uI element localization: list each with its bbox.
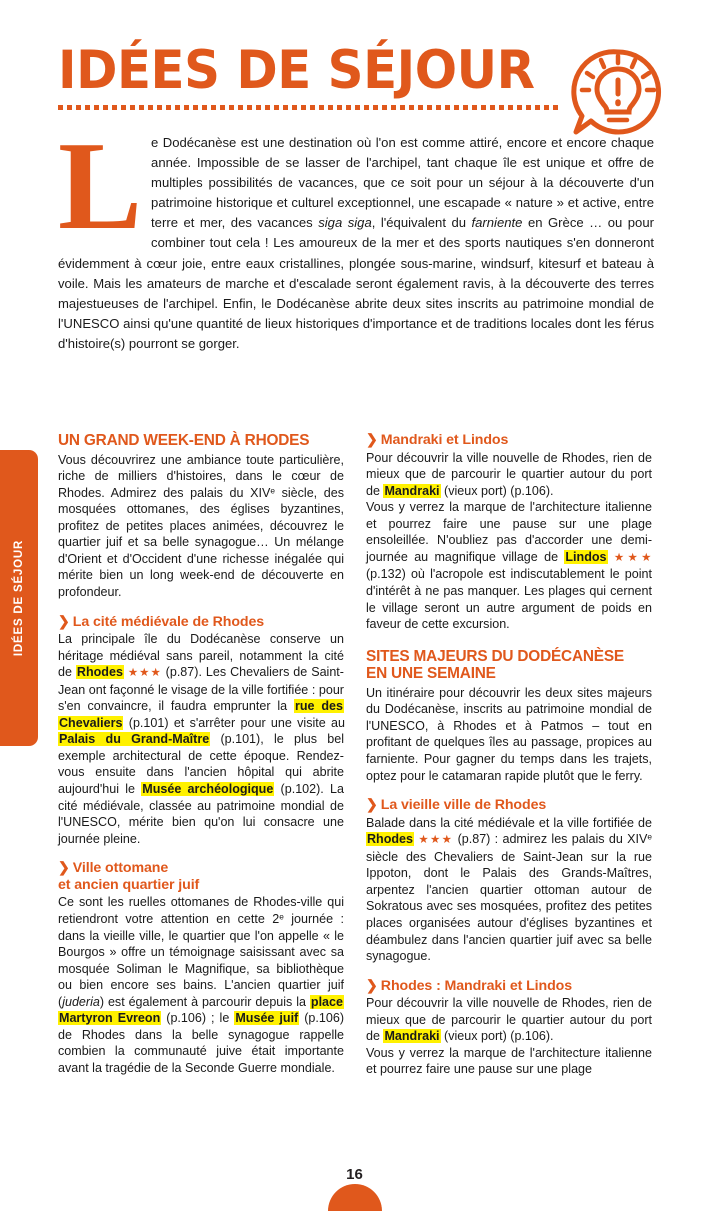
- text-run: Vous découvrirez une ambiance toute particulière, riche de milliers d'histoires, dans le cœur de Rhodes. Admirez des palais du XIV: [58, 452, 344, 500]
- highlight-mandraki: Mandraki: [384, 1029, 440, 1044]
- rating-stars: ★★★: [127, 667, 162, 680]
- paragraph-cite-medievale: [58, 631, 344, 847]
- lightbulb-speech-bubble-icon: [556, 44, 664, 145]
- drop-cap: L: [58, 117, 143, 256]
- text-run: siècle, des mosquées ottomanes, des églises byzantines, profitez de petites places animées, découvrez le quartier juif et sa belle synagogue… Un mélange d'Orient et d'Occident d'une richesse inégalée qui mérite bien un long week-end de découverte en profondeur.: [58, 485, 345, 599]
- text-run: Balade dans la cité médiévale et la ville fortifiée de: [366, 815, 652, 830]
- section-title-grand-weekend: UN GRAND WEEK-END À RHODES: [58, 432, 310, 449]
- text-run: Pour découvrir la ville nouvelle de Rhodes, rien de mieux que de parcourir le quartier autour du port de: [366, 996, 652, 1044]
- subsection-title-cite-medievale: [58, 614, 344, 631]
- footer-dot-decoration: [328, 1184, 382, 1211]
- right-column: [366, 432, 652, 1078]
- highlight-place-martyron-evreon: place Martyron Evreon: [59, 994, 343, 1026]
- text-run: (p.101), le plus bel exemple architectural de cette époque. Rendez-vous ensuite dans l'ancien hôpital qui abrite aujourd'hui le: [58, 732, 344, 797]
- chevron-right-icon: ❯: [366, 977, 378, 994]
- page-number: 16: [346, 1166, 363, 1183]
- subsection-title-mandraki-lindos: [366, 432, 652, 449]
- subsection-title-rhodes-mandraki-lindos: [366, 978, 652, 995]
- text-run: journée : dans la vieille ville, le quartier que l'on appelle « le Bourgos » offre un témoignage saisissant avec sa mosquée Soliman le Magnifique, sa bibliothèque ou bien encore ses bains. L'ancien quartier juif (: [58, 911, 344, 1009]
- text-run: (p.132) où l'acropole est indiscutablement le point d'intérêt à ne pas manquer. Les plages qui cernent le village seront un autre argument de poids en faveur de cette excursion.: [366, 567, 652, 632]
- subsection-title-label: La cité médiévale de Rhodes: [72, 613, 265, 630]
- subsection-title-ville-ottomane: [58, 860, 344, 893]
- paragraph-ville-ottomane: [58, 894, 344, 1076]
- side-tab-label: IDÉES DE SÉJOUR: [13, 539, 25, 657]
- left-column: [58, 432, 344, 1076]
- text-run: Vous y verrez la marque de l'architecture italienne et pourrez faire une pause sur une plage ensoleillée. N'oubliez pas d'accorder une demi-journée au magnifique village de: [366, 500, 652, 564]
- intro-text-part1: e Dodécanèse est une destination où l'on est comme attiré, encore et encore chaque année. Impossible de se lasser de l'archipel, tant chaque île est unique et offre de multiples possibilités de vacances, que ce soit pour un séjour à la découverte d'un patrimoine historique et culturel exceptionnel, une escapade « nature » et active, entre terre et mer, des vacances: [151, 135, 654, 231]
- highlight-lindos: Lindos: [565, 549, 607, 564]
- text-run: Pour découvrir la ville nouvelle de Rhodes, rien de mieux que de parcourir le quartier autour du port de: [366, 450, 652, 498]
- subsection-title-label: La vieille ville de Rhodes: [380, 797, 547, 814]
- text-run: (p.102). La cité médiévale, classée au patrimoine mondial de l'UNESCO, mérite bien qu'on lui consacre une journée pleine.: [58, 782, 344, 846]
- text-run: (p.101) et s'arrêter pour une visite au: [123, 715, 345, 730]
- rating-stars: ★★★: [613, 551, 652, 564]
- paragraph-mandraki-lindos-a: [366, 450, 652, 500]
- paragraph-rhodes-mandraki-a: [366, 995, 652, 1045]
- chevron-right-icon: ❯: [58, 860, 70, 877]
- subsection-title-vieille-ville: [366, 797, 652, 814]
- highlight-musee-archeologique: Musée archéologique: [142, 782, 274, 797]
- paragraph-vieille-ville: [366, 815, 652, 965]
- paragraph-mandraki-lindos-b: [366, 499, 652, 632]
- text-run: (vieux port) (p.106).: [440, 483, 554, 498]
- section-title-line2: EN UNE SEMAINE: [366, 665, 496, 683]
- intro-italic-siga: siga siga: [318, 215, 372, 231]
- ordinal-suffix: e: [647, 832, 652, 842]
- italic-juderia: juderia: [62, 994, 100, 1009]
- section-title-sites-majeurs: [366, 648, 652, 683]
- chevron-right-icon: ❯: [366, 432, 378, 448]
- page-title: IDÉES DE SÉJOUR: [58, 40, 535, 101]
- highlight-mandraki: Mandraki: [384, 483, 440, 498]
- chevron-right-icon: ❯: [366, 797, 378, 814]
- ordinal-suffix: e: [270, 486, 275, 496]
- intro-text-part3: en Grèce … ou pour combiner tout cela ! Les amoureux de la mer et des sports nautiques s'en donneront évidemment à cœur joie, entre eaux cristallines, plongée sous-marine, windsurf, kitesurf et bateau à voile. Mais les amateurs de marche et d'escalade seront également ravis, à la découverte des terres majestueuses de l'archipel. Enfin, le Dodécanèse abrite deux sites inscrits au patrimoine mondial de l'UNESCO ainsi qu'une quantité de lieux historiques d'importance et de traditions locales dont les férus d'histoire(s) pourront se gorger.: [58, 215, 654, 351]
- paragraph-rhodes-mandraki-b: Vous y verrez la marque de l'architecture italienne et pourrez faire une pause sur une plage: [366, 1045, 652, 1077]
- text-run: (vieux port) (p.106).: [440, 1029, 554, 1044]
- subsection-title-label: Mandraki et Lindos: [380, 432, 509, 448]
- highlight-musee-juif: Musée juif: [235, 1011, 299, 1026]
- intro-italic-farniente: farniente: [471, 215, 523, 231]
- text-run: (p.87). Les Chevaliers de Saint-Jean ont façonné le visage de la ville fortifiée : pour s'en convaincre, il faudra emprunter la: [58, 665, 344, 714]
- paragraph-grand-weekend: [58, 452, 344, 601]
- section-title-line1: SITES MAJEURS DU DODÉCANÈSE: [366, 647, 624, 665]
- highlight-palais-du-grand-maitre: Palais du Grand-Maître: [59, 732, 210, 747]
- title-dotted-rule: [58, 105, 558, 110]
- text-run: ) est également à parcourir depuis la: [99, 994, 310, 1009]
- intro-text-part2: , l'équivalent du: [371, 215, 472, 231]
- text-run: (p.106) ; le: [161, 1011, 235, 1026]
- text-run: La principale île du Dodécanèse conserve un héritage médiéval sans pareil, notamment la cité de: [58, 632, 344, 680]
- text-run: Ce sont les ruelles ottomanes de Rhodes-ville qui retiendront votre attention en cette 2: [58, 895, 344, 926]
- subsection-title-label-line2: et ancien quartier juif: [58, 876, 200, 893]
- highlight-rhodes: Rhodes: [367, 832, 414, 847]
- text-run: (p.87) : admirez les palais du XIV: [453, 832, 648, 847]
- intro-paragraph: [58, 117, 654, 354]
- subsection-title-label-line1: Ville ottomane: [72, 860, 169, 877]
- side-tab-idees-de-sejour: [0, 450, 38, 746]
- rating-stars: ★★★: [418, 834, 454, 847]
- text-run: siècle des Chevaliers de Saint-Jean sur la rue Ippoton, dont le Palais des Grands-Maîtres, arpentez l'ancien quartier ottoman autour de Sokratous avec ses mosquées, profitez des petites places organisées autour d'églises byzantines et déambulez dans l'ancien quartier juif avec sa belle synagogue.: [366, 849, 652, 964]
- highlight-rhodes: Rhodes: [76, 665, 123, 680]
- paragraph-sites-majeurs: Un itinéraire pour découvrir les deux sites majeurs du Dodécanèse, inscrits au patrimoine mondial de l'UNESCO, à Rhodes et à Patmos – tout en profitant de quelques îles au passage, propices au farniente. Pour gagner du temps dans les trajets, optez pour le catamaran rapide plutôt que le ferry.: [366, 685, 652, 783]
- page-header: [58, 40, 666, 118]
- chevron-right-icon: ❯: [58, 613, 70, 630]
- ordinal-suffix: e: [279, 912, 284, 922]
- highlight-rue-des-chevaliers: rue des Chevaliers: [59, 699, 343, 730]
- subsection-title-label: Rhodes : Mandraki et Lindos: [380, 977, 573, 994]
- text-run: (p.106) de Rhodes dans la belle synagogue rappelle combien la communauté juive était importante avant la tragédie de la Seconde Guerre mondiale.: [58, 1011, 345, 1075]
